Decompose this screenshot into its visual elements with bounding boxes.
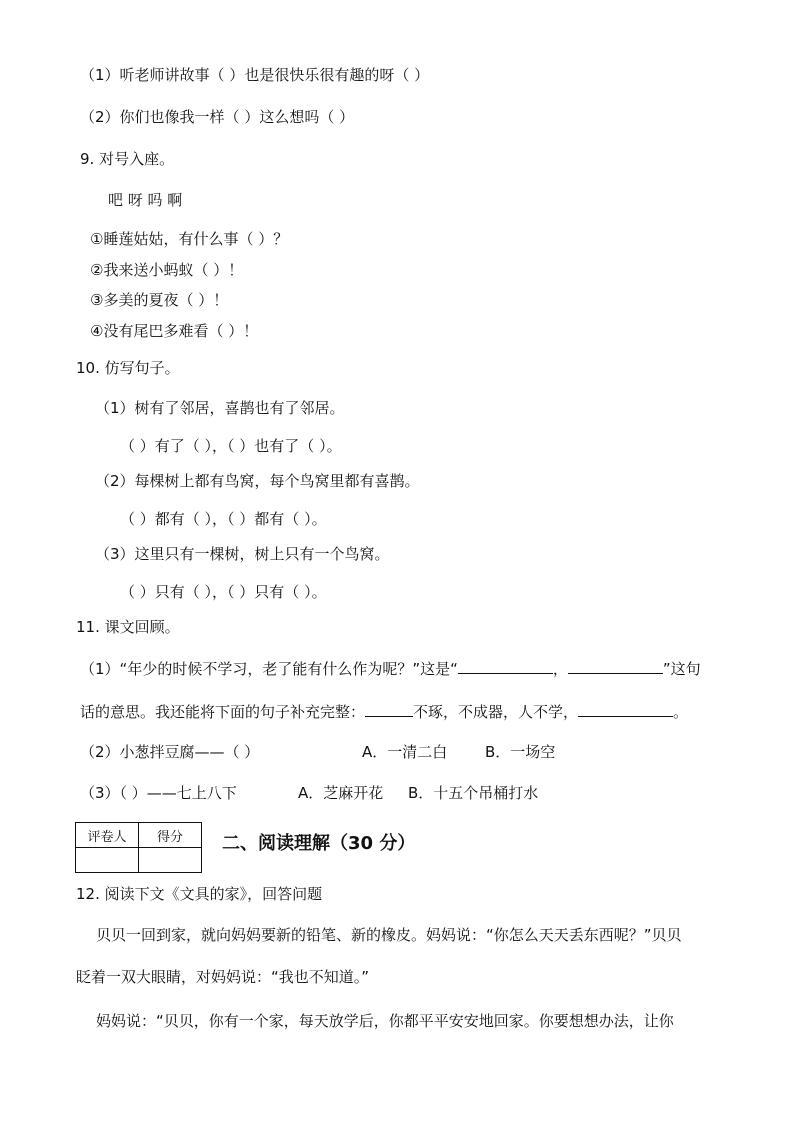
q11-line-2-text-b: 不琢，不成器，人不学， xyxy=(413,703,579,721)
q11-line-3-option-a: A．一清二白 xyxy=(362,743,448,761)
answer-blank[interactable] xyxy=(458,659,553,674)
answer-blank[interactable] xyxy=(578,702,673,717)
q11-line-2-text-a: 话的意思。我还能将下面的句子补充完整： xyxy=(80,703,366,721)
q10-sentence-3: （3）这里只有一棵树，树上只有一个鸟窝。 xyxy=(95,545,390,563)
q10-pattern-2: （ ）都有（ ），（ ）都有（ ）。 xyxy=(120,510,327,528)
q12-title: 12. 阅读下文《文具的家》，回答问题 xyxy=(76,885,323,903)
q9-options: 吧 呀 吗 啊 xyxy=(108,191,183,209)
q9-item-3: ③多美的夏夜（ ）！ xyxy=(90,291,229,309)
q12-para-1-line-2: 眨着一双大眼睛，对妈妈说：“我也不知道。” xyxy=(76,968,370,986)
q10-sentence-1: （1）树有了邻居，喜鹊也有了邻居。 xyxy=(95,399,345,417)
q11-line-1 xyxy=(80,659,701,679)
q11-line-2 xyxy=(80,702,688,722)
q9-item-1: ①睡莲姑姑，有什么事（ ）？ xyxy=(90,230,289,248)
q10-sentence-2: （2）每棵树上都有鸟窝，每个鸟窝里都有喜鹊。 xyxy=(95,472,420,490)
answer-blank[interactable] xyxy=(568,659,663,674)
q11-line-4-option-a: A．芝麻开花 xyxy=(298,784,384,802)
q9-item-4: ④没有尾巴多难看（ ）！ xyxy=(90,322,259,340)
grader-cell[interactable] xyxy=(76,848,139,873)
q9-title: 9. 对号入座。 xyxy=(80,150,175,168)
q10-pattern-1: （ ）有了（ ），（ ）也有了（ ）。 xyxy=(120,437,342,455)
q11-line-2-text-c: 。 xyxy=(673,703,689,721)
score-table xyxy=(75,822,202,873)
q11-line-1-text-c: ”这句 xyxy=(662,660,701,678)
q12-para-2-line-1: 妈妈说：“贝贝，你有一个家，每天放学后，你都平平安安地回家。你要想想办法，让你 xyxy=(96,1012,674,1030)
q11-line-4: （3）（ ）——七上八下 xyxy=(80,784,237,802)
q11-line-3: （2）小葱拌豆腐——（ ） xyxy=(80,743,260,761)
q10-title: 10. 仿写句子。 xyxy=(76,359,180,377)
q9-item-2: ②我来送小蚂蚁（ ）！ xyxy=(90,261,244,279)
section-2-title: 二、阅读理解（30 分） xyxy=(222,833,416,854)
q11-line-4-option-b: B．十五个吊桶打水 xyxy=(408,784,539,802)
q11-line-1-text-a: （1）“年少的时候不学习，老了能有什么作为呢？”这是“ xyxy=(80,660,458,678)
answer-blank[interactable] xyxy=(365,702,413,717)
q8-line-2: （2）你们也像我一样（ ）这么想吗（ ） xyxy=(80,108,355,126)
q11-line-3-option-b: B．一场空 xyxy=(485,743,556,761)
score-header: 得分 xyxy=(139,823,202,848)
q11-line-1-text-b: ， xyxy=(552,660,568,678)
score-cell[interactable] xyxy=(139,848,202,873)
q12-para-1-line-1: 贝贝一回到家，就向妈妈要新的铅笔、新的橡皮。妈妈说：“你怎么天天丢东西呢？”贝贝 xyxy=(96,926,682,944)
q8-line-1: （1）听老师讲故事（ ）也是很快乐很有趣的呀（ ） xyxy=(80,66,430,84)
q10-pattern-3: （ ）只有（ ），（ ）只有（ ）。 xyxy=(120,583,327,601)
q11-title: 11. 课文回顾。 xyxy=(76,618,180,636)
grader-header: 评卷人 xyxy=(76,823,139,848)
